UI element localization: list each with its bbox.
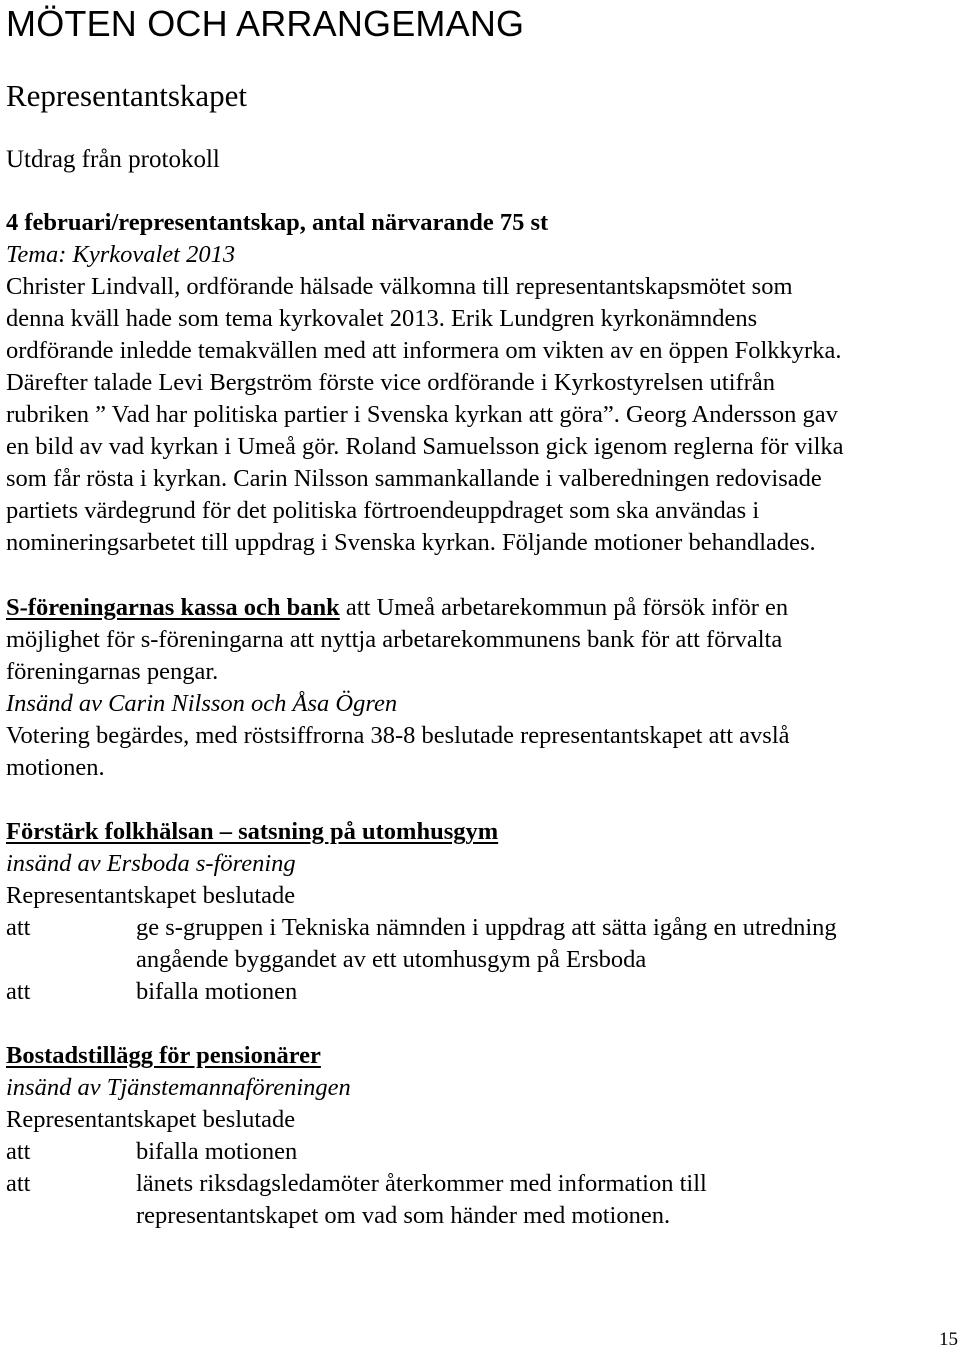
decision-text: angående byggandet av ett utomhusgym på Ersboda bbox=[136, 946, 647, 973]
meeting-line: nomineringsarbetet till uppdrag i Svenska kyrkan. Följande motioner behandlades. bbox=[6, 529, 816, 556]
decision-text: ge s-gruppen i Tekniska nämnden i uppdrag att sätta igång en utredning bbox=[136, 914, 837, 941]
meeting-line: denna kväll hade som tema kyrkovalet 2013. Erik Lundgren kyrkonämndens bbox=[6, 305, 758, 332]
motion-decided: Representantskapet beslutade bbox=[6, 1106, 296, 1133]
motion-submitter: insänd av Tjänstemannaföreningen bbox=[6, 1074, 351, 1101]
decision-item bbox=[6, 976, 298, 1008]
decision-item bbox=[6, 1136, 298, 1168]
motion-title: Förstärk folkhälsan – satsning på utomhusgym bbox=[6, 818, 499, 845]
motion-line: föreningarnas pengar. bbox=[6, 658, 219, 685]
motion-first-line bbox=[6, 592, 788, 624]
page-heading: MÖTEN OCH ARRANGEMANG bbox=[6, 3, 525, 44]
motion-submitter: insänd av Ersboda s-förening bbox=[6, 850, 296, 877]
motion-line: möjlighet för s-föreningarna att nyttja arbetarekommunens bank för att förvalta bbox=[6, 626, 783, 653]
motion-decision: motionen. bbox=[6, 754, 105, 781]
meeting-line: som får rösta i kyrkan. Carin Nilsson sammankallande i valberedningen redovisade bbox=[6, 465, 822, 492]
decision-label: att bbox=[6, 914, 31, 941]
motion-decision: Votering begärdes, med röstsiffrorna 38-8 beslutade representantskapet att avslå bbox=[6, 722, 790, 749]
motion-title: Bostadstillägg för pensionärer bbox=[6, 1042, 321, 1069]
page-number: 15 bbox=[939, 1329, 958, 1350]
meeting-line: partiets värdegrund för det politiska förtroendeuppdraget som ska användas i bbox=[6, 497, 760, 524]
meeting-line: ordförande inledde temakvällen med att informera om vikten av en öppen Folkkyrka. bbox=[6, 337, 842, 364]
motion-decided: Representantskapet beslutade bbox=[6, 882, 296, 909]
motion-title: S-föreningarnas kassa och bank bbox=[6, 594, 340, 621]
meeting-line: en bild av vad kyrkan i Umeå gör. Roland Samuelsson gick igenom reglerna för vilka bbox=[6, 433, 844, 460]
decision-label: att bbox=[6, 1170, 31, 1197]
meeting-theme: Tema: Kyrkovalet 2013 bbox=[6, 241, 236, 268]
decision-label: att bbox=[6, 1138, 31, 1165]
decision-text: representantskapet om vad som händer med motionen. bbox=[136, 1202, 671, 1229]
decision-label: att bbox=[6, 978, 31, 1005]
meeting-line: Christer Lindvall, ordförande hälsade välkomna till representantskapsmötet som bbox=[6, 273, 793, 300]
decision-text: bifalla motionen bbox=[136, 1138, 298, 1165]
section-heading: Representantskapet bbox=[6, 78, 248, 113]
decision-item bbox=[6, 912, 837, 944]
decision-text: länets riksdagsledamöter återkommer med information till bbox=[136, 1170, 707, 1197]
intro-text: Utdrag från protokoll bbox=[6, 146, 220, 173]
motion-submitter: Insänd av Carin Nilsson och Åsa Ögren bbox=[6, 690, 398, 717]
meeting-line: Därefter talade Levi Bergström förste vice ordförande i Kyrkostyrelsen utifrån bbox=[6, 369, 775, 396]
decision-item bbox=[6, 1168, 707, 1200]
meeting-title: 4 februari/representantskap, antal närvarande 75 st bbox=[6, 209, 549, 236]
decision-text: bifalla motionen bbox=[136, 978, 298, 1005]
meeting-line: rubriken ” Vad har politiska partier i Svenska kyrkan att göra”. Georg Andersson gav bbox=[6, 401, 838, 428]
motion-text: att Umeå arbetarekommun på försök inför en bbox=[339, 594, 789, 621]
